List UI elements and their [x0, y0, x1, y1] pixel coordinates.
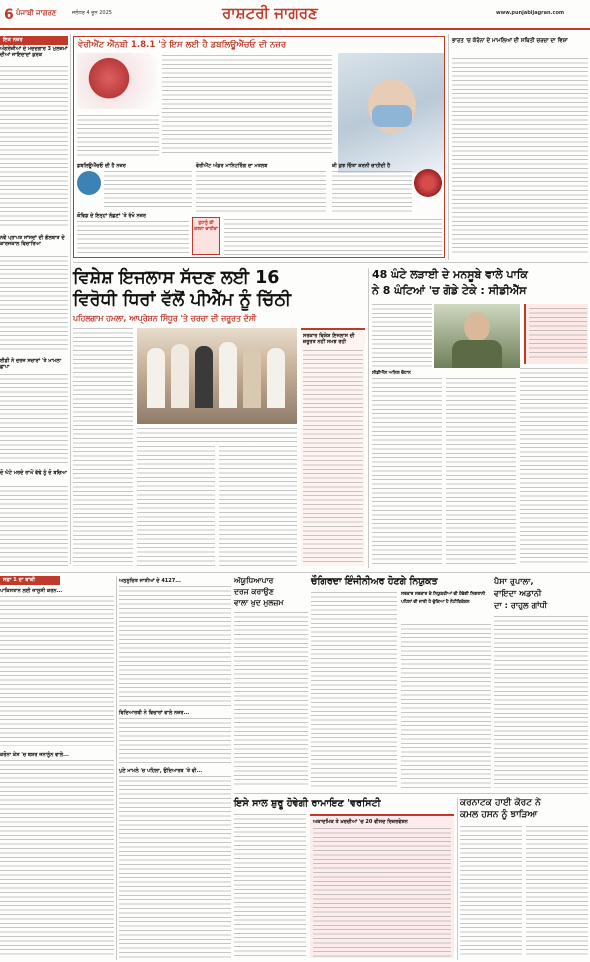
cds-headline-line2: ਨੇ 8 ਘੰਟਿਆਂ 'ਚ ਗੋਡੇ ਟੇਕੇ : ਸੀਡੀਐੱਸ	[372, 284, 527, 297]
engineers-bullets	[401, 592, 491, 622]
rahul-text	[494, 616, 588, 788]
left-item3-text	[0, 374, 68, 466]
ayodhya-headline-1: ਅੱਯੂਧਿਆਪਾਰ	[234, 576, 274, 585]
lead-text-col1	[73, 328, 133, 566]
website: www.punjabijagran.com	[496, 10, 565, 16]
masthead	[0, 0, 590, 30]
continue-label: ਸਫ਼ਾ 1 ਦਾ ਬਾਕੀ	[0, 576, 60, 585]
virus-illustration	[77, 53, 157, 109]
symptoms-text	[77, 221, 189, 255]
rahul-story	[494, 576, 588, 790]
paper-name: ਪੰਜਾਬੀ ਜਾਗਰਣ	[16, 9, 57, 17]
cds-text-col2	[446, 378, 516, 566]
page-number: 6	[4, 7, 14, 23]
cont-h4: ਵਿਦਿਆਰਥੀ ਨੇ ਵਿਚਾਰਾਂ ਵਾਲੇ ਨਜ਼ਰ...	[119, 710, 190, 716]
action-text	[224, 219, 442, 255]
cds-photo-caption: ਸੀਡੀਐੱਸ ਅਨਿਲ ਚੌਹਾਨ	[372, 371, 411, 376]
left-section-label: ਇਕ ਨਜ਼ਰ	[0, 36, 68, 45]
lead-story	[73, 268, 365, 568]
cds-text-col3	[520, 368, 588, 566]
left-item1-title: ਅੰਗਰੇਜ਼ੀਆਂ ਦੇ ਮਦਦਗਾਰ 3 ਮੁਲਜ਼ਮਾਂ ਦੀਆਂ ਜਾਇਦਾਦਾਂ ਕੁਰਕ	[0, 46, 68, 58]
lead-box-text	[303, 350, 363, 564]
cds-story	[372, 268, 588, 568]
who-logo	[77, 171, 101, 195]
left-item4-text	[0, 486, 68, 566]
ramayan-sidebar	[310, 814, 454, 958]
cont-h2: ਕਰੋਨਾ ਕੇਸ 'ਚ ਬਸ਼ਰ ਜਨਾਨੂੰਨ ਵਾਲੇ...	[0, 752, 69, 758]
engineers-text-col2	[401, 624, 491, 788]
covid-side-text	[77, 115, 159, 159]
cont-h4-text	[119, 718, 231, 764]
covid-headline: ਵੇਰੀਐਂਟ ਐੱਨਬੀ 1.8.1 'ਤੇ ਇਸ ਲਈ ਹੈ ਡਬਲਿਊਐੱਚਓ ਦੀ ਨਜ਼ਰ	[78, 40, 287, 50]
karnataka-text-col2	[526, 826, 588, 958]
action-badge: ਤੁਹਾਨੂੰ ਕੀ ਕਰਨਾ ਚਾਹੀਦਾ	[192, 217, 220, 255]
left-item3-title: ਈਡੀ ਨੇ ਦਰਜ ਸਚਾਰਾਂ 'ਤੇ ਮਾਮਲਾ ਛਾਪਾ	[0, 358, 62, 370]
lead-strap: ਪਹਿਲਗਾਮ ਹਮਲਾ, ਆਪ੍ਰੇਸ਼ਨ ਸਿੰਧੂਰ 'ਤੇ ਚਰਚਾ ਦੀ ਜ਼ਰੂਰਤ ਦੱਸੀ	[73, 314, 257, 323]
photo-caption	[137, 428, 297, 442]
cds-highlight-box	[524, 304, 588, 364]
lead-sidebar-box	[301, 328, 365, 566]
cont-h3: ਅਨੁਸੂਚਿਤ ਜਾਤੀਆਂ ਦੇ 4127...	[119, 578, 181, 584]
ramayan-sidebar-text	[313, 828, 451, 958]
covid-sub3: ਕੀ ਕੁਝ ਚਿੰਤਾ ਕਰਨੀ ਚਾਹੀਦੀ ਹੈ	[332, 163, 391, 169]
lead-text-col2	[137, 446, 215, 566]
cont-h2-text	[0, 760, 114, 958]
masked-woman-photo	[338, 53, 444, 173]
left-column	[0, 36, 68, 566]
ayodhya-headline-2: ਦਰਜ ਕਰਾਉਣ	[234, 587, 274, 596]
continuations-column-2	[119, 576, 231, 960]
covid-sub1-text	[104, 171, 192, 207]
ramayan-sidebar-title: ਅਕਾਦਮਿਕ ਤੇ ਖ਼ਰਚੀਆਂ 'ਚ 20 ਵੀਸਦ ਰਿਜ਼ਰਵੇਸ਼ਨ	[313, 819, 408, 825]
left-item2-text	[0, 256, 68, 351]
cont-h1: ਪਾਕਿਸਤਾਨ ਲਈ ਜਾਸੂਸੀ ਕਰਨ...	[0, 588, 63, 594]
section-name: ਰਾਸ਼ਟਰੀ ਜਾਗਰਣ	[222, 4, 318, 22]
lead-headline-line2: ਵਿਰੋਧੀ ਧਿਰਾਂ ਵੱਲੋਂ ਪੀਐੱਮ ਨੂੰ ਚਿੱਠੀ	[73, 290, 292, 310]
ayodhya-text	[234, 612, 308, 788]
covid-sub2-text	[196, 171, 326, 215]
ramayan-headline: ਇਸੇ ਸਾਲ ਸ਼ੁਰੂ ਹੋਵੇਗੀ ਰਾਮਾਇਣ 'ਵਰਸਿਟੀ	[234, 798, 381, 809]
right-top-text	[452, 58, 588, 256]
opposition-leaders-photo	[137, 328, 297, 424]
karnataka-story	[460, 798, 588, 960]
cds-photo	[434, 304, 520, 368]
continuations-column	[0, 576, 114, 960]
cont-h5-text	[119, 776, 231, 958]
cont-h5: ਪੁਣੇ ਮਾਮਲੇ 'ਚ ਪਹਿਲਾ, ਉਦਿਆਰਥ 'ਤੇ ਵੀ...	[119, 768, 203, 774]
karnataka-headline-1: ਕਰਨਾਟਕ ਹਾਈ ਕੋਰਟ ਨੇ	[460, 798, 541, 808]
covid-sub4: ਕੋਵਿਡ ਦੇ ਇਨ੍ਹਾਂ ਲੱਛਣਾਂ 'ਤੇ ਰੱਖੋ ਨਜ਼ਰ	[77, 213, 146, 219]
engineers-text-col1	[311, 592, 397, 788]
lead-box-title: ਸਰਕਾਰ ਵਿਸ਼ੇਸ਼ ਇਜਲਾਸ ਦੀ ਜ਼ਰੂਰਤ ਨਹੀਂ ਸਮਝ ਰਹੀ	[303, 333, 355, 345]
karnataka-headline-2: ਕਮਲ ਹਸਨ ਨੂੰ ਝਾੜਿਆ	[460, 810, 538, 820]
lead-headline-line1: ਵਿਸ਼ੇਸ਼ ਇਜਲਾਸ ਸੱਦਣ ਲਈ 16	[73, 268, 280, 288]
right-top-title: ਭਾਰਤ 'ਚ ਕੋਰੋਨਾ ਦੇ ਮਾਮਲਿਆਂ ਦੀ ਸਥਿਤੀ ਚਰਚਾ ਦਾ ਵਿਸ਼ਾ	[452, 38, 568, 44]
left-item4-title: ਦੋ ਘੰਟੇ ਮਰਦੇ ਰਾਘੋਂ ਵੱਢੇ ਨੂੰ ਦੋ ਬਚਿਆ	[0, 470, 67, 476]
covid-sub3-text	[332, 171, 412, 215]
rahul-headline-1: ਪੈਸਾ ਰੁਪਾਲਾ,	[494, 576, 534, 586]
ramayan-story	[234, 798, 454, 960]
left-item1-text	[0, 66, 68, 226]
cont-h1-text	[0, 596, 114, 746]
engineers-bullet2: ਪਹਿਲਾਂ ਵੀ ਜਾਰੀ ਹੋ ਚੁੱਕਿਆ ਹੈ ਨੋਟੀਫਿਕੇਸ਼ਨ	[401, 599, 470, 605]
karnataka-text-col1	[460, 826, 522, 958]
cds-headline-line1: 48 ਘੰਟੇ ਲੜਾਈ ਦੇ ਮਨਸੂਬੇ ਵਾਲੇ ਪਾਕਿ	[372, 268, 528, 281]
ayodhya-story	[234, 576, 308, 790]
covid-intro-text	[162, 55, 332, 155]
covid-sub1: ਡਬਲਿਊਐੱਚਓ ਦੀ ਹੈ ਨਜ਼ਰ	[77, 163, 126, 169]
covid-sub2: ਵੇਰੀਐਂਟ ਅੰਡਰ ਮਾਨਿਟਰਿੰਗ ਦਾ ਮਤਲਬ	[196, 163, 268, 169]
ayodhya-headline-3: ਵਾਲਾ ਖੁਦ ਮੁਲਜ਼ਮ	[234, 598, 284, 607]
left-item2-title: ਨਵੇਂ ਪ੍ਰਾਪਤ ਸਾਂਸਦਾਂ ਦੀ ਗੱਲਬਾਤ ਦੇ ਕਾਰਜਕਾਲ ਵਿਚਾਰਿਆ	[0, 235, 65, 247]
lead-text-col3	[219, 446, 297, 566]
cds-text-col1	[372, 378, 442, 566]
engineers-bullet1: ਸਰਕਾਰ ਸਰਕਾਰ ਦੇ ਨਿਯੁਕਤੀਆਂ ਦੀ ਹੋਵੇਗੀ ਨਿਗਰਾਨੀ	[401, 592, 486, 597]
issue-date: ਜਲੰਧਰ 4 ਜੂਨ 2025	[72, 10, 112, 16]
engineers-story	[311, 576, 491, 790]
virus-icon	[414, 169, 442, 197]
engineers-headline: ਚੌਗਿਰਦਾ ਇੰਜੀਨੀਅਰ ਹੋਣਗੇ ਨਿਯੁਕਤ	[311, 576, 438, 587]
covid-story	[73, 36, 445, 258]
ramayan-text-col1	[234, 814, 306, 958]
cds-text-intro	[372, 304, 432, 368]
cont-h3-text	[119, 586, 231, 706]
right-top-story	[452, 36, 588, 258]
rahul-headline-3: ਦਾ : ਰਾਹੁਲ ਗਾਂਧੀ	[494, 600, 548, 610]
rahul-headline-2: ਵਾਇਦਾ ਅਡਾਨੀ	[494, 588, 542, 598]
